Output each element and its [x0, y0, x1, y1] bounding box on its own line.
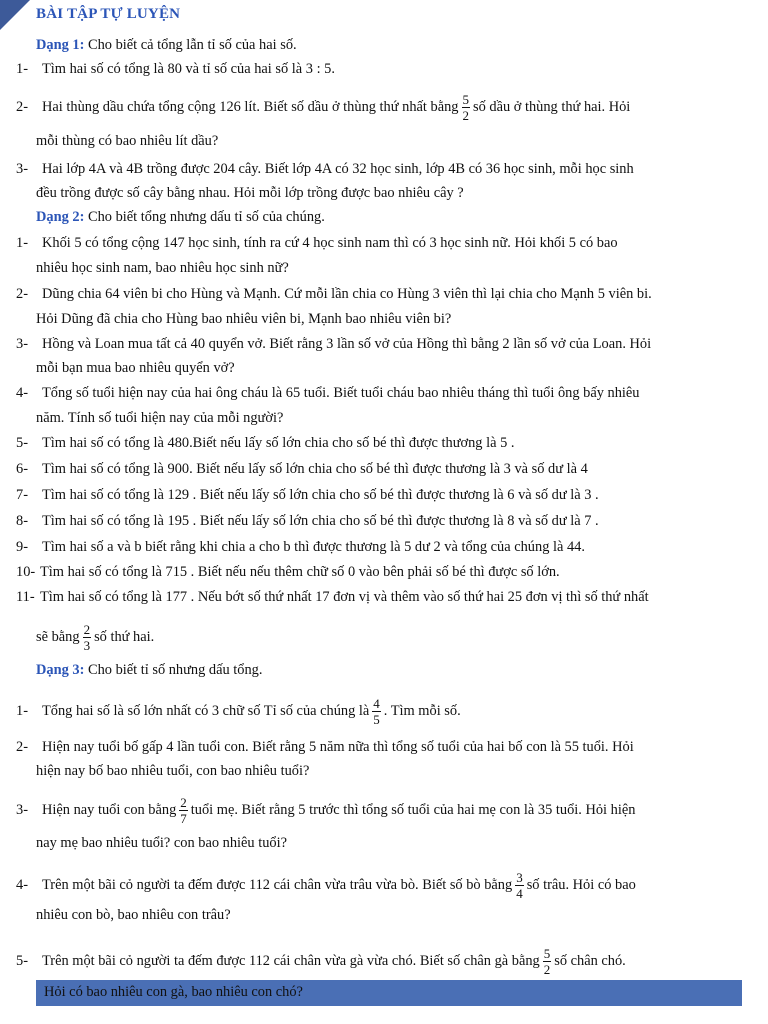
footer-bar — [36, 980, 742, 1006]
list-item-cont: năm. Tính số tuổi hiện nay của mỗi người? — [36, 410, 284, 426]
corner-decoration — [0, 0, 30, 30]
list-item: 3- Hồng và Loan mua tất cả 40 quyển vở. Biết rằng 3 lần số vở của Hồng thì bằng 2 lần số vở của Loan. Hỏi — [16, 336, 652, 352]
fraction: $\frac{5}{2}$ — [462, 92, 469, 123]
list-item-cont: đều trồng được số cây bằng nhau. Hỏi mỗi lớp trồng được bao nhiêu cây ? — [36, 185, 464, 201]
dang3-heading: Dạng 3: Cho biết tỉ số nhưng dấu tổng. — [36, 662, 263, 678]
list-item-cont: nhiêu con bò, bao nhiêu con trâu? — [36, 907, 231, 923]
list-item-cont: Hỏi Dũng đã chia cho Hùng bao nhiêu viên bi, Mạnh bao nhiêu viên bi? — [36, 311, 452, 327]
list-item: 2- Hiện nay tuổi bố gấp 4 lần tuổi con. Biết rằng 5 năm nữa thì tổng số tuổi của hai bố con là 55 tuổi. Hỏi — [16, 739, 634, 755]
list-item: 5- Trên một bãi cỏ người ta đếm được 112 cái chân vừa gà vừa chó. Biết số chân gà bằng $\frac{5}{2}$ số chân chó. — [16, 946, 626, 977]
page-title: BÀI TẬP TỰ LUYỆN — [36, 6, 181, 22]
list-item-cont: nay mẹ bao nhiêu tuổi? con bao nhiêu tuổi? — [36, 835, 287, 851]
list-item: 10- Tìm hai số có tổng là 715 . Biết nếu nếu thêm chữ số 0 vào bên phải số bé thì được số lớn. — [16, 564, 560, 580]
list-item-cont: mỗi bạn mua bao nhiêu quyển vở? — [36, 360, 235, 376]
dang2-heading: Dạng 2: Cho biết tổng nhưng dấu tỉ số của chúng. — [36, 209, 325, 225]
list-item: 3- Hai lớp 4A và 4B trồng được 204 cây. Biết lớp 4A có 32 học sinh, lớp 4B có 36 học sinh, mỗi học sinh — [16, 161, 634, 177]
dang1-heading: Dạng 1: Cho biết cả tổng lẫn tỉ số của hai số. — [36, 37, 297, 53]
list-item: 8- Tìm hai số có tổng là 195 . Biết nếu lấy số lớn chia cho số bé thì được thương là 8 và số dư là 7 . — [16, 513, 599, 529]
list-item: 7- Tìm hai số có tổng là 129 . Biết nếu lấy số lớn chia cho số bé thì được thương là 6 và số dư là 3 . — [16, 487, 599, 503]
list-item-cont: hiện nay bố bao nhiêu tuổi, con bao nhiêu tuổi? — [36, 763, 310, 779]
list-item: 4- Trên một bãi cỏ người ta đếm được 112 cái chân vừa trâu vừa bò. Biết số bò bằng $\frac{3}{4}$ số trâu. Hỏi có bao — [16, 870, 636, 901]
list-item: 2- Dũng chia 64 viên bi cho Hùng và Mạnh. Cứ mỗi lần chia co Hùng 3 viên thì lại chia cho Mạnh 5 viên bi. — [16, 286, 652, 302]
list-item: 1- Tổng hai số là số lớn nhất có 3 chữ số Tỉ số của chúng là $\frac{4}{5}$ . Tìm mỗi số. — [16, 696, 461, 727]
list-item: 5- Tìm hai số có tổng là 480.Biết nếu lấy số lớn chia cho số bé thì được thương là 5 . — [16, 435, 515, 451]
list-item: 9- Tìm hai số a và b biết rằng khi chia a cho b thì được thương là 5 dư 2 và tổng của chúng là 44. — [16, 539, 585, 555]
fraction: $\frac{2}{3}$ — [83, 622, 91, 653]
list-item: 4- Tổng số tuổi hiện nay của hai ông cháu là 65 tuổi. Biết tuổi cháu bao nhiêu tháng thì tuổi ông bấy nhiêu — [16, 385, 640, 401]
fraction: $\frac{2}{7}$ — [180, 795, 187, 826]
list-item: 3- Hiện nay tuổi con bằng $\frac{2}{7}$ tuổi mẹ. Biết rằng 5 trước thì tổng số tuổi của hai mẹ con là 35 tuổi. Hỏi hiện — [16, 795, 636, 826]
list-item: 11- Tìm hai số có tổng là 177 . Nếu bớt số thứ nhất 17 đơn vị và thêm vào số thứ hai 25 đơn vị thì số thứ nhất — [16, 589, 649, 605]
list-item: 1- Tìm hai số có tổng là 80 và tỉ số của hai số là 3 : 5. — [16, 61, 335, 77]
list-item-cont: sẽ bằng $\frac{2}{3}$ số thứ hai. — [36, 622, 155, 653]
list-item: 1- Khối 5 có tổng cộng 147 học sinh, tính ra cứ 4 học sinh nam thì có 3 học sinh nữ. Hỏi khối 5 có bao — [16, 235, 618, 251]
list-item: 2- Hai thùng dầu chứa tổng cộng 126 lít. Biết số dầu ở thùng thứ nhất bằng $\frac{5}{2}$ số dầu ở thùng thứ hai. Hỏi — [16, 92, 631, 123]
list-item-cont: mỗi thùng có bao nhiêu lít dầu? — [36, 133, 219, 149]
fraction: $\frac{3}{4}$ — [516, 870, 523, 901]
list-item-cont: nhiêu học sinh nam, bao nhiêu học sinh nữ? — [36, 260, 289, 276]
list-item-cont: Hỏi có bao nhiêu con gà, bao nhiêu con chó? — [44, 984, 303, 1000]
fraction: $\frac{5}{2}$ — [543, 946, 551, 977]
list-item: 6- Tìm hai số có tổng là 900. Biết nếu lấy số lớn chia cho số bé thì được thương là 3 và số dư là 4 — [16, 461, 588, 477]
fraction: $\frac{4}{5}$ — [373, 696, 380, 727]
